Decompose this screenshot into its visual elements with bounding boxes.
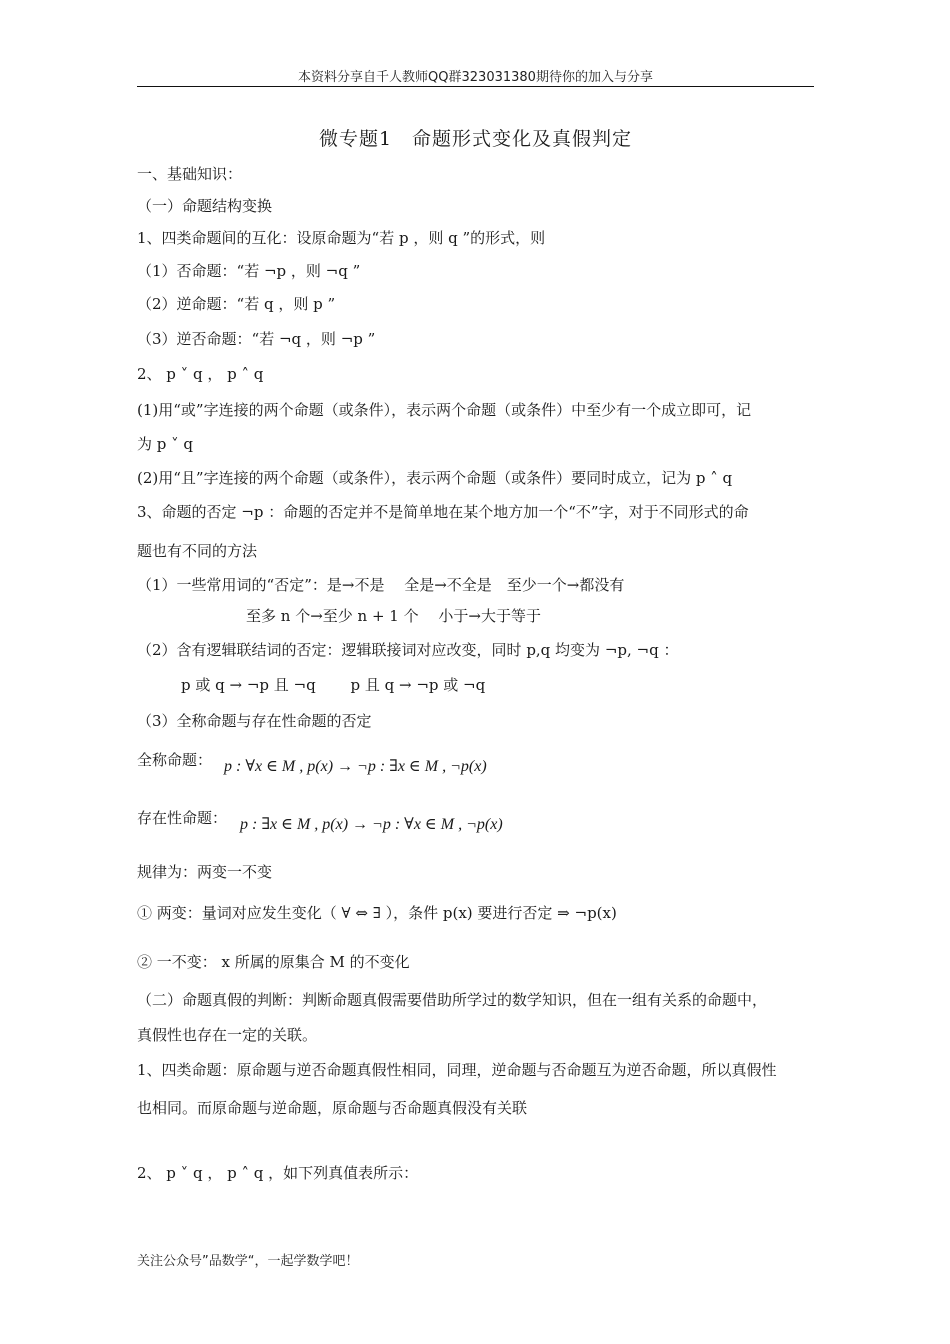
- paragraph-line: （3）逆否命题：“若 ¬q ，则 ¬p ”: [137, 330, 376, 348]
- paragraph-line: 存在性命题：: [137, 809, 228, 827]
- formula-line: p 或 q → ¬p 且 ¬q p 且 q → ¬p 或 ¬q: [181, 676, 486, 694]
- paragraph-line: （1）一些常用词的“否定”：是→不是 全是→不全是 至少一个→都没有: [137, 576, 625, 594]
- section-heading: 一、基础知识：: [137, 165, 243, 183]
- subsection-heading: （二）命题真假的判断：判断命题真假需要借助所学过的数学知识，但在一组有关系的命题中，: [137, 991, 768, 1009]
- header-divider: [137, 86, 814, 87]
- paragraph-line: （2）含有逻辑联结词的否定：逻辑联接词对应改变，同时 p,q 均变为 ¬p, ¬q ：: [137, 641, 679, 659]
- paragraph-line: (2)用“且”字连接的两个命题（或条件），表示两个命题（或条件）要同时成立，记为 p ˄ q: [137, 469, 733, 487]
- paragraph-line: ① 两变：量词对应发生变化（ ∀ ⇔ ∃ ），条件 p(x) 要进行否定 ⇒ ¬p(x): [137, 904, 617, 922]
- page-footer: 关注公众号”品数学“，一起学数学吧！: [137, 1254, 359, 1269]
- subsection-heading: （一）命题结构变换: [137, 197, 273, 215]
- page-header: 本资料分享自千人教师QQ群323031380期待你的加入与分享: [298, 70, 653, 85]
- paragraph-line: 1、四类命题：原命题与逆否命题真假性相同，同理，逆命题与否命题互为逆否命题，所以真假性: [137, 1061, 777, 1079]
- paragraph-line: 3、命题的否定 ¬p ：命题的否定并不是简单地在某个地方加一个“不”字，对于不同形式的命: [137, 503, 749, 521]
- paragraph-line: （3）全称命题与存在性命题的否定: [137, 712, 372, 730]
- paragraph-line: (1)用“或”字连接的两个命题（或条件），表示两个命题（或条件）中至少有一个成立即可，记: [137, 401, 752, 419]
- formula-line: p : ∃x ∈ M , p(x) → ¬p : ∀x ∈ M , ¬p(x): [240, 816, 503, 833]
- page-title: 微专题1 命题形式变化及真假判定: [318, 128, 633, 150]
- formula-line: p : ∀x ∈ M , p(x) → ¬p : ∃x ∈ M , ¬p(x): [224, 758, 487, 775]
- paragraph-line: 1、四类命题间的互化：设原命题为“若 p ，则 q ”的形式，则: [137, 229, 546, 247]
- paragraph-line: 也相同。而原命题与逆命题，原命题与否命题真假没有关联: [137, 1099, 528, 1117]
- paragraph-line: 真假性也存在一定的关联。: [137, 1026, 318, 1044]
- paragraph-line: （1）否命题：“若 ¬p ，则 ¬q ”: [137, 262, 361, 280]
- paragraph-line: 全称命题：: [137, 751, 213, 769]
- paragraph-line: ② 一不变： x 所属的原集合 M 的不变化: [137, 953, 410, 971]
- paragraph-line: 至多 n 个→至少 n + 1 个 小于→大于等于: [246, 607, 541, 625]
- paragraph-line: 规律为：两变一不变: [137, 863, 273, 881]
- paragraph-line: （2）逆命题：“若 q ，则 p ”: [137, 295, 336, 313]
- paragraph-line: 为 p ˅ q: [137, 435, 194, 453]
- paragraph-line: 2、 p ˅ q ， p ˄ q ，如下列真值表所示：: [137, 1164, 419, 1182]
- paragraph-line: 题也有不同的方法: [137, 542, 258, 560]
- paragraph-line: 2、 p ˅ q ， p ˄ q: [137, 365, 264, 383]
